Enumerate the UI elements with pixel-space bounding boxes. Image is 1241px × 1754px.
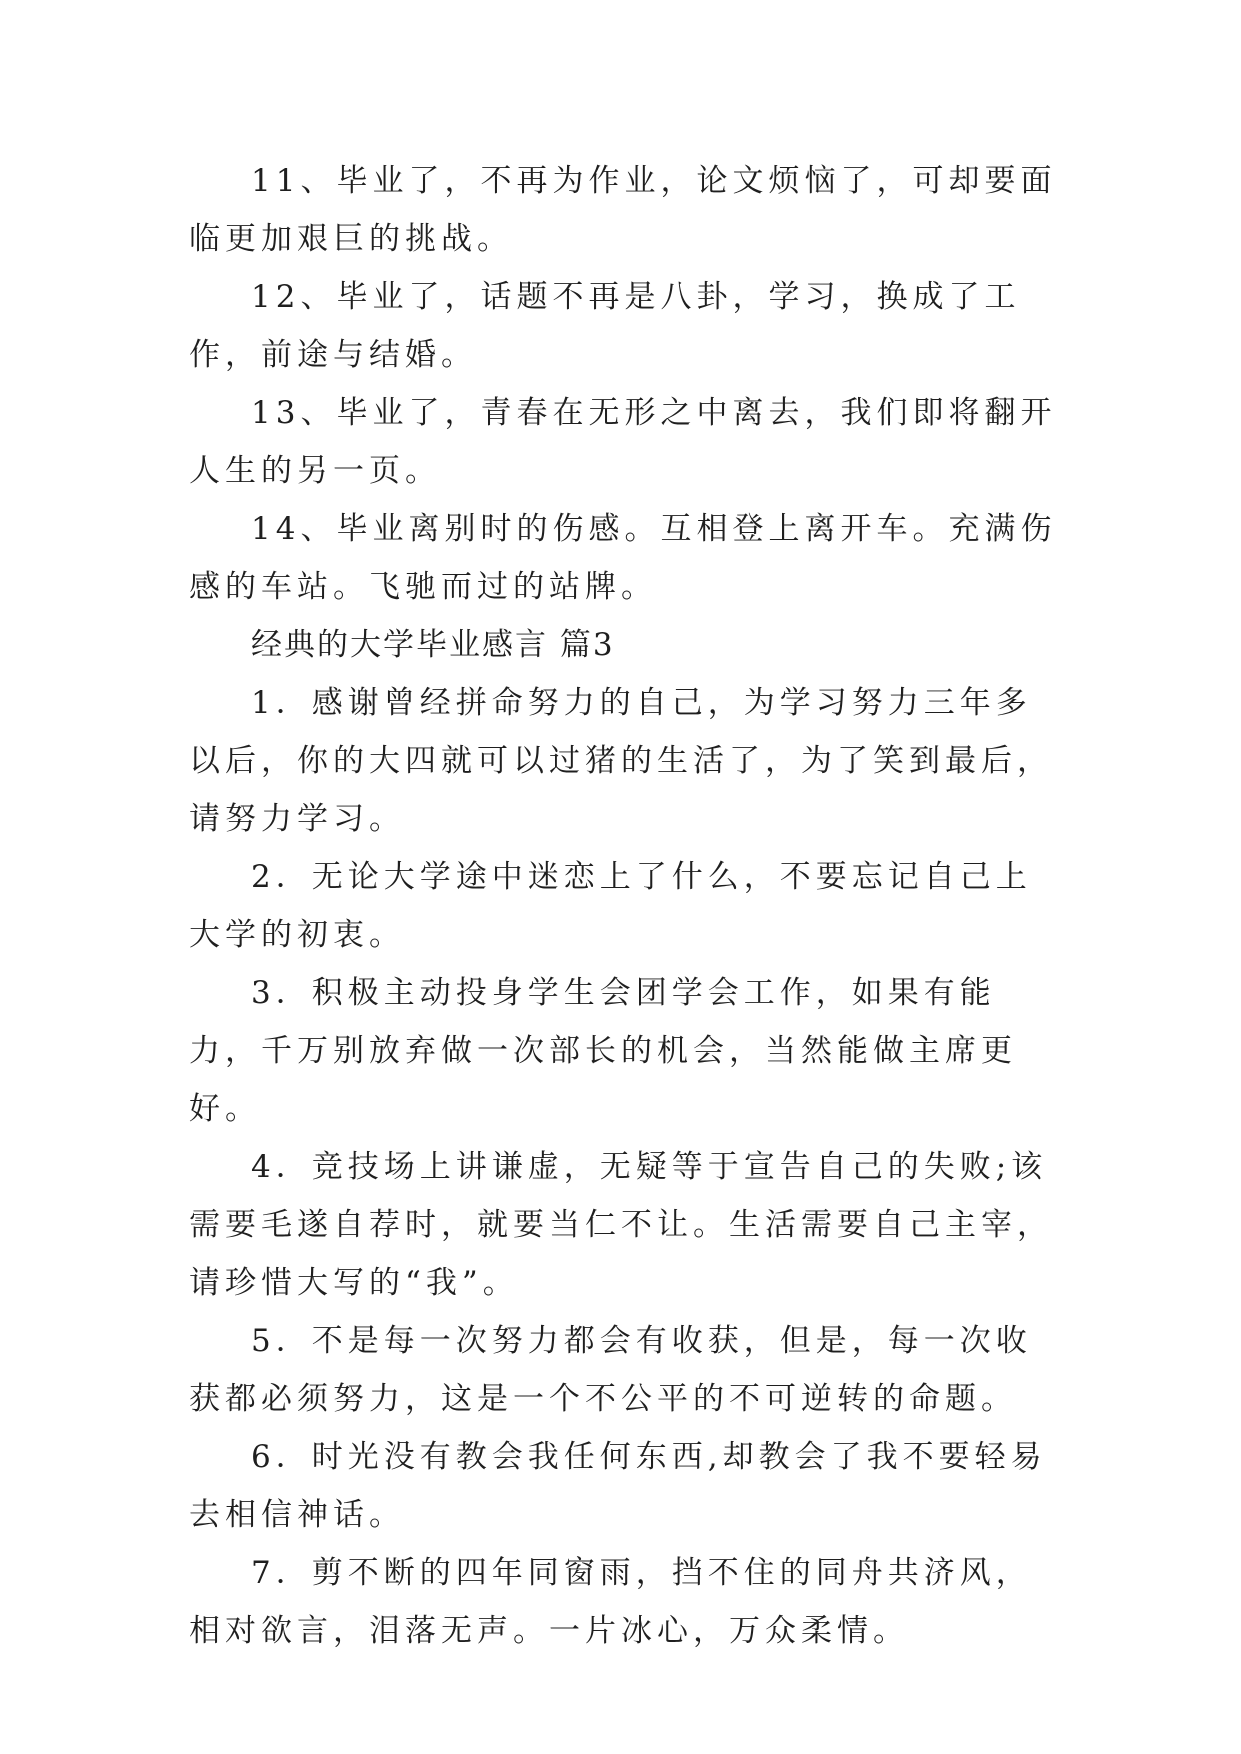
paragraph-14: 14、毕业离别时的伤感。互相登上离开车。充满伤感的车站。飞驰而过的站牌。 xyxy=(189,511,1057,605)
item-5: 5．不是每一次努力都会有收获，但是，每一次收获都必须努力，这是一个不公平的不可逆转的命题。 xyxy=(189,1323,1032,1417)
item-1: 1．感谢曾经拼命努力的自己，为学习努力三年多以后，你的大四就可以过猪的生活了，为了笑到最后，请努力学习。 xyxy=(189,685,1053,837)
item-6: 6．时光没有教会我任何东西,却教会了我不要轻易去相信神话。 xyxy=(189,1439,1047,1533)
item-4: 4．竞技场上讲谦虚，无疑等于宣告自己的失败;该需要毛遂自荐时，就要当仁不让。生活需要自己主宰，请珍惜大写的“我”。 xyxy=(189,1149,1053,1301)
paragraph-11: 11、毕业了，不再为作业，论文烦恼了，可却要面临更加艰巨的挑战。 xyxy=(189,163,1057,257)
paragraph-12: 12、毕业了，话题不再是八卦，学习，换成了工作，前途与结婚。 xyxy=(189,279,1021,373)
paragraph-13: 13、毕业了，青春在无形之中离去，我们即将翻开人生的另一页。 xyxy=(189,395,1057,489)
document-body xyxy=(189,152,1059,1660)
item-3: 3．积极主动投身学生会团学会工作，如果有能力，千万别放弃做一次部长的机会，当然能做主席更好。 xyxy=(189,975,1017,1127)
item-2: 2．无论大学途中迷恋上了什么，不要忘记自己上大学的初衷。 xyxy=(189,859,1032,953)
section-heading: 经典的大学毕业感言 篇3 xyxy=(251,627,615,663)
item-7: 7．剪不断的四年同窗雨，挡不住的同舟共济风，相对欲言，泪落无声。一片冰心，万众柔情。 xyxy=(189,1555,1032,1649)
